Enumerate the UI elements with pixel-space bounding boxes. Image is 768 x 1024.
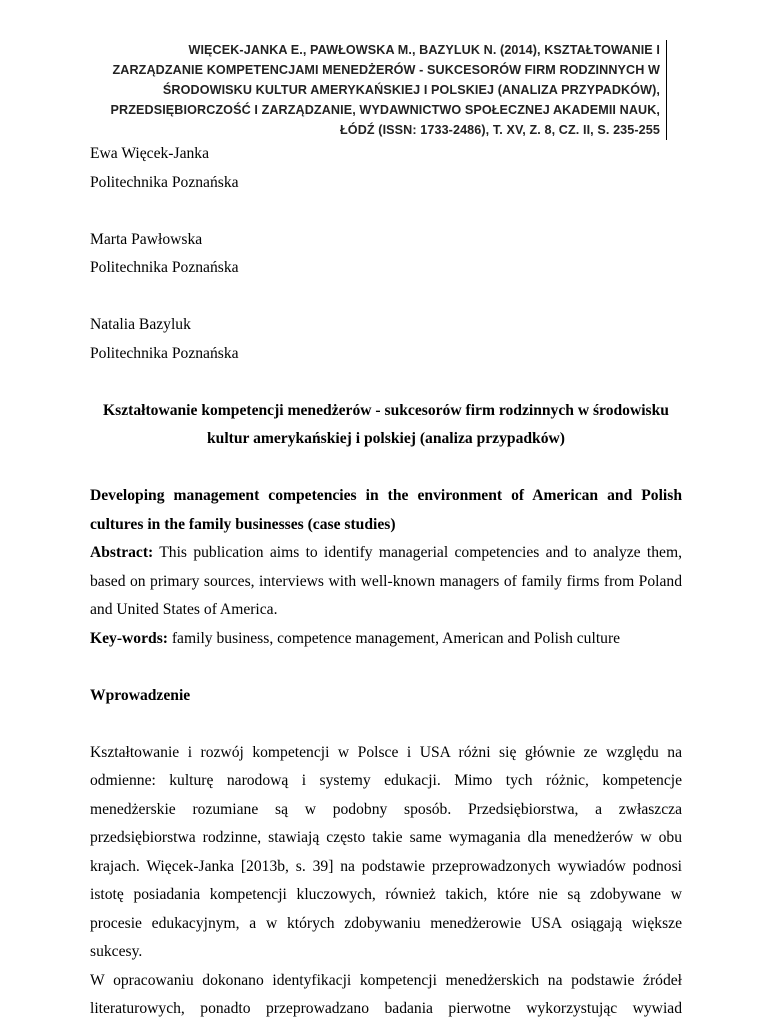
keywords-text: family business, competence management, American and Polish culture — [167, 629, 621, 647]
abstract-line: and United States of America. — [90, 601, 278, 618]
body-line: literaturowych, ponadto przeprowadzano badania pierwotne wykorzystując wywiad — [90, 1000, 682, 1017]
keywords — [90, 625, 682, 654]
abstract-line: based on primary sources, interviews with well-known managers of family firms from Poland — [90, 572, 682, 590]
author-affiliation: Politechnika Poznańska — [90, 259, 239, 276]
abstract-line-1 — [90, 539, 682, 568]
polish-title-line: Kształtowanie kompetencji menedżerów - sukcesorów firm rodzinnych w środowisku — [103, 401, 669, 419]
citation-line: WIĘCEK-JANKA E., PAWŁOWSKA M., BAZYLUK N. (2014), KSZTAŁTOWANIE I — [188, 43, 660, 57]
polish-title-line: kultur amerykańskiej i polskiej (analiza przypadków) — [207, 430, 565, 447]
body-line: menedżerskie rozumiane są w podobny sposób. Przedsiębiorstwa, a zwłaszcza — [90, 800, 682, 818]
author-affiliation: Politechnika Poznańska — [90, 344, 239, 362]
abstract-label: Abstract: — [90, 544, 154, 561]
author-name: Natalia Bazyluk — [90, 316, 191, 333]
author-name: Marta Pawłowska — [90, 230, 203, 248]
body-line: istotę posiadania kompetencji kluczowych, również takich, które nie są zdobywane w — [90, 886, 682, 903]
body-paragraph — [90, 739, 682, 967]
author-block — [90, 311, 682, 368]
body-line: krajach. Więcek-Janka [2013b, s. 39] na podstawie przeprowadzonych wywiadów podnosi — [90, 857, 682, 875]
author-name: Ewa Więcek-Janka — [90, 145, 210, 162]
author-block — [90, 226, 682, 283]
polish-title — [90, 397, 682, 454]
body-line: przedsiębiorstwa rodzinne, stawiają często takie same wymagania dla menedżerów w obu — [90, 829, 682, 846]
abstract-text: This publication aims to identify managerial competencies and to analyze them, — [153, 544, 682, 561]
citation-line: ŚRODOWISKU KULTUR AMERYKAŃSKIEJ I POLSKIEJ (ANALIZA PRZYPADKÓW), — [162, 83, 660, 97]
abstract — [90, 539, 682, 653]
body-line: Kształtowanie i rozwój kompetencji w Polsce i USA różni się głównie ze względu na — [90, 743, 682, 761]
english-title-line: cultures in the family businesses (case studies) — [90, 515, 396, 533]
body-line: sukcesy. — [90, 943, 143, 960]
body-line: procesie edukacyjnym, a w których zdobywaniu menedżerowie USA osiągają większe — [90, 914, 682, 932]
citation-header — [60, 40, 667, 140]
citation-line: ŁÓDŹ (ISSN: 1733-2486), T. XV, Z. 8, CZ. II, S. 235-255 — [340, 123, 660, 137]
section-heading: Wprowadzenie — [90, 686, 191, 704]
citation-line: ZARZĄDZANIE KOMPETENCJAMI MENEDŻERÓW - SUKCESORÓW FIRM RODZINNYCH W — [112, 63, 660, 77]
document-body — [90, 140, 682, 1024]
author-affiliation: Politechnika Poznańska — [90, 173, 239, 191]
citation-line: PRZEDSIĘBIORCZOŚĆ I ZARZĄDZANIE, WYDAWNICTWO SPOŁECZNEJ AKADEMII NAUK, — [110, 103, 660, 117]
english-title — [90, 482, 682, 539]
author-block — [90, 140, 682, 197]
keywords-label: Key-words: — [90, 629, 168, 647]
body-line: odmienne: kulturę narodową i systemy edukacji. Mimo tych różnic, kompetencje — [90, 772, 682, 789]
body-line: W opracowaniu dokonano identyfikacji kompetencji menedżerskich na podstawie źródeł — [90, 971, 682, 989]
body-paragraph — [90, 967, 682, 1024]
english-title-line: Developing management competencies in the environment of American and Polish — [90, 487, 682, 504]
